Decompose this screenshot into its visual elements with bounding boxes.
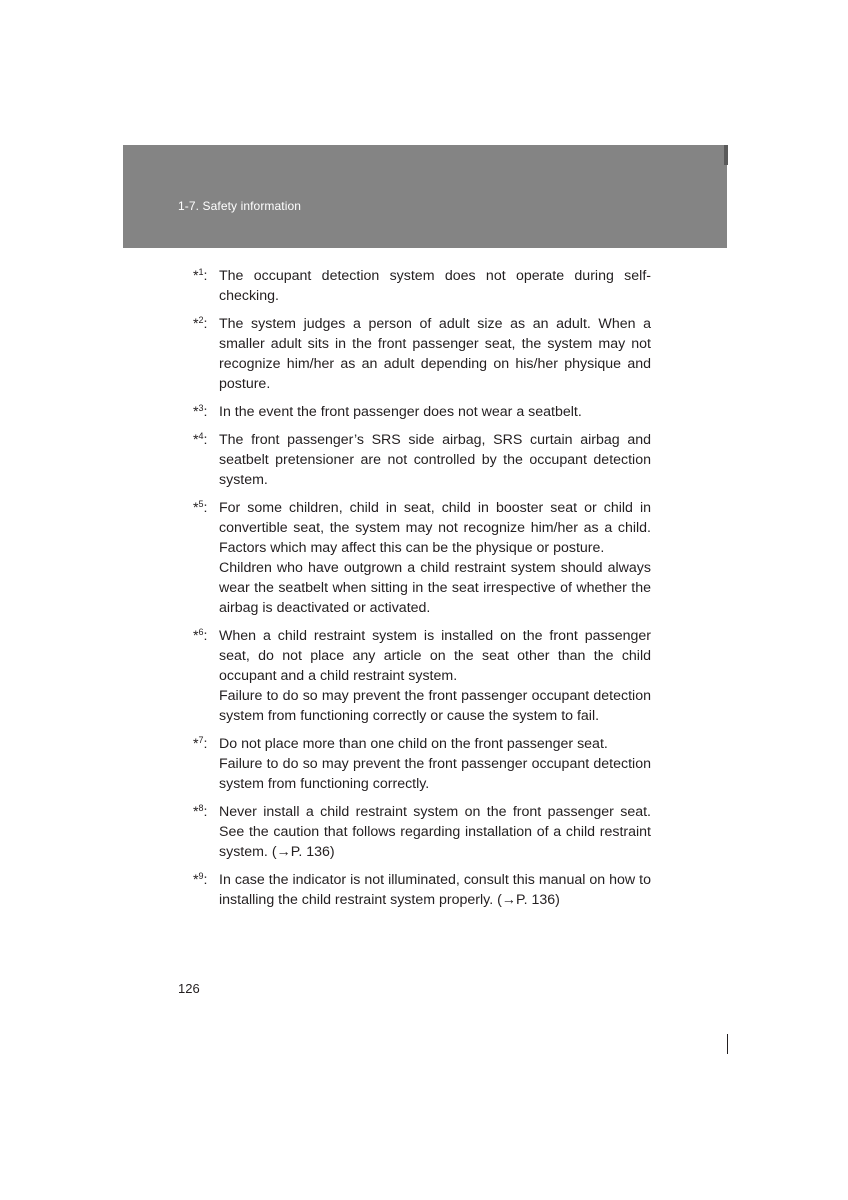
note-body	[219, 626, 651, 726]
section-title: 1-7. Safety information	[178, 199, 302, 213]
note-8	[193, 802, 651, 862]
note-text: The occupant detection system does not operate during self-checking.	[219, 268, 651, 304]
margin-rule	[727, 1034, 728, 1054]
note-5	[193, 498, 651, 618]
header-band	[123, 145, 727, 248]
note-6	[193, 626, 651, 726]
note-4	[193, 430, 651, 490]
note-marker: *$^8$:	[193, 803, 208, 820]
note-text: For some children, child in seat, child in booster seat or child in convertible seat, the system may not recognize him/her as a child. Factors which may affect this can be the physique or posture.	[219, 500, 651, 556]
note-body	[219, 402, 651, 422]
note-body	[219, 314, 651, 394]
note-text: The front passenger’s SRS side airbag, SRS curtain airbag and seatbelt pretensioner are not controlled by the occupant detection system.	[219, 432, 651, 488]
note-text: Do not place more than one child on the front passenger seat.	[219, 736, 608, 752]
note-2	[193, 314, 651, 394]
note-text: Failure to do so may prevent the front passenger occupant detection system from functioning correctly.	[219, 756, 651, 792]
note-marker: *$^1$:	[193, 267, 208, 284]
notes-list	[193, 266, 651, 918]
note-body	[219, 734, 651, 794]
header-tab-mark	[724, 145, 728, 165]
note-marker: *$^4$:	[193, 431, 208, 448]
note-7	[193, 734, 651, 794]
note-marker: *$^9$:	[193, 871, 208, 888]
page-number: 126	[178, 981, 200, 996]
note-text: In case the indicator is not illuminated, consult this manual on how to installing the child restraint system properly. (→P. 136)	[219, 872, 651, 908]
note-9	[193, 870, 651, 910]
note-body	[219, 498, 651, 618]
note-text: Children who have outgrown a child restraint system should always wear the seatbelt when sitting in the seat irrespective of whether the airbag is deactivated or activated.	[219, 560, 651, 616]
note-marker: *$^3$:	[193, 403, 208, 420]
note-text: Failure to do so may prevent the front passenger occupant detection system from functioning correctly or cause the system to fail.	[219, 688, 651, 724]
note-marker: *$^7$:	[193, 735, 208, 752]
note-body	[219, 266, 651, 306]
note-marker: *$^6$:	[193, 627, 208, 644]
note-text: The system judges a person of adult size as an adult. When a smaller adult sits in the front passenger seat, the system may not recognize him/her as an adult depending on his/her physique and posture.	[219, 316, 651, 392]
note-body	[219, 802, 651, 862]
note-text: When a child restraint system is installed on the front passenger seat, do not place any article on the seat other than the child occupant and a child restraint system.	[219, 628, 651, 684]
note-3	[193, 402, 651, 422]
note-text: Never install a child restraint system on the front passenger seat. See the caution that follows regarding installation of a child restraint system. (→P. 136)	[219, 804, 651, 860]
note-body	[219, 870, 651, 910]
note-marker: *$^5$:	[193, 499, 208, 516]
note-text: In the event the front passenger does not wear a seatbelt.	[219, 404, 582, 420]
note-marker: *$^2$:	[193, 315, 208, 332]
note-body	[219, 430, 651, 490]
note-1	[193, 266, 651, 306]
